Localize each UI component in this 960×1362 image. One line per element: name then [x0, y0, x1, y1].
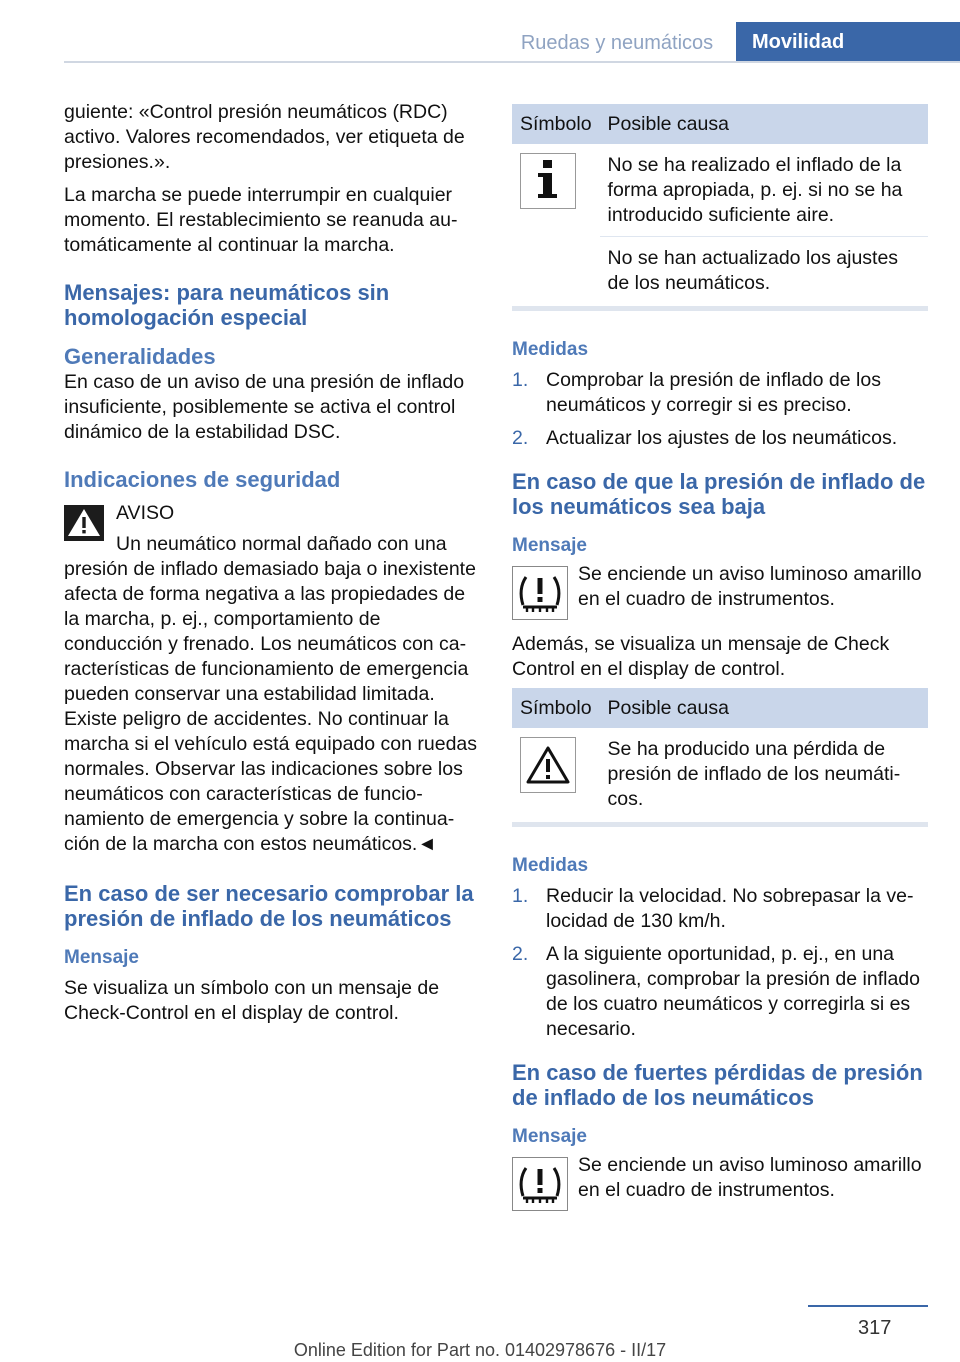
paragraph-interrupt: La marcha se puede interrumpir en cualquier momento. El restablecimiento se reanuda automáticamente al continuar la marcha.	[64, 184, 458, 256]
warning-text: presión de inflado demasiado baja o inexistente afecta de forma negativa a las propiedades de la marcha, p. ej., comportamiento de conducción y frenado. Los neumáticos con características de funcionamiento de emergencia pueden conservar una estabilidad limitada. Existe peligro de accidentes. No continuar la marcha si el vehículo está equipado con ruedas normales. Observar las indicaciones sobre los neumáticos con características de funcionamiento de emergencia y sobre la continuación de la marcha con estos neumáticos.◄	[64, 558, 478, 855]
heading-fuertes-perdidas: En caso de fuertes pérdidas de presión de inflado de los neumáticos	[512, 1060, 923, 1110]
page-header	[0, 0, 960, 62]
table2-bottom-rule	[512, 822, 928, 827]
page-number: 317	[858, 1317, 892, 1339]
heading-mensaje-2: Mensaje	[512, 535, 587, 556]
warning-block	[64, 501, 482, 857]
warning-triangle-outline-icon	[520, 737, 576, 793]
paragraph-generalidades: En caso de un aviso de una presión de inflado insuficiente, posiblemente se activa el control dinámico de la estabilidad DSC.	[64, 371, 465, 443]
heading-presion-baja: En caso de que la presión de inflado de los neumáticos sea baja	[512, 469, 926, 519]
table-row	[512, 728, 928, 820]
medidas-list-1	[512, 368, 928, 451]
heading-comprobar-presion: En caso de ser necesario comprobar la presión de inflado de los neumáticos	[64, 881, 474, 931]
heading-mensajes-sin-homologacion: Mensajes: para neumáticos sin homologación especial	[64, 280, 390, 330]
list-item: 2. Actualizar los ajustes de los neumáticos.	[512, 427, 898, 449]
symbol-table-2	[512, 688, 928, 820]
table-row	[512, 144, 928, 237]
right-column	[512, 104, 928, 1209]
footer-edition: Online Edition for Part no. 01402978676 - II/17	[293, 1340, 667, 1360]
heading-generalidades: Generalidades	[64, 344, 216, 369]
heading-mensaje-left: Mensaje	[64, 947, 139, 968]
left-column	[64, 100, 482, 1034]
table1-header-symbol: Símbolo	[512, 104, 600, 144]
table1-cause-2: No se han actualizado los ajustes de los neumáticos.	[600, 237, 928, 305]
message-text-2: Se enciende un aviso luminoso amarillo en el cuadro de instrumentos.	[578, 563, 922, 610]
table1-header-cause: Posible causa	[600, 104, 928, 144]
table1-cause-1: No se ha realizado el inflado de la forma apropiada, p. ej. si no se ha introducido suficiente aire.	[607, 154, 903, 226]
message-tire-pressure-2	[512, 1153, 928, 1209]
header-rule	[64, 61, 960, 63]
table2-header-cause: Posible causa	[600, 688, 928, 728]
header-section-title: Ruedas y neumáticos	[520, 32, 714, 54]
heading-mensaje-3: Mensaje	[512, 1126, 587, 1147]
header-chapter-tab: Movilidad	[736, 22, 960, 62]
heading-indicaciones-seguridad: Indicaciones de seguridad	[64, 467, 341, 492]
tire-pressure-warning-icon	[512, 566, 568, 620]
warning-triangle-icon	[64, 505, 104, 541]
message-text-3: Se enciende un aviso luminoso amarillo en el cuadro de instrumentos.	[578, 1154, 922, 1201]
heading-medidas-2: Medidas	[512, 855, 589, 876]
info-icon	[520, 153, 576, 209]
list-item: 1. Comprobar la presión de inflado de los neumáticos y corregir si es preciso.	[512, 369, 881, 416]
heading-medidas-1: Medidas	[512, 339, 589, 360]
tire-pressure-warning-icon	[512, 1157, 568, 1211]
footer-rule	[808, 1305, 928, 1307]
paragraph-ademas: Además, se visualiza un mensaje de Check Control en el display de control.	[512, 633, 890, 680]
table2-cause-1: Se ha producido una pérdida de presión de inflado de los neumáticos.	[607, 738, 901, 810]
medidas-list-2	[512, 884, 928, 1042]
symbol-table-1	[512, 104, 928, 304]
paragraph-continuation: guiente: «Control presión neumáticos (RDC) activo. Valores recomendados, ver etiqueta de presiones.».	[64, 101, 465, 173]
list-item: 2. A la siguiente oportunidad, p. ej., en una gasolinera, comprobar la presión de inflado de los cuatro neumáticos y corregirla si es necesario.	[512, 943, 920, 1040]
table2-header-symbol: Símbolo	[512, 688, 600, 728]
table1-bottom-rule	[512, 306, 928, 311]
message-tire-pressure-1	[512, 562, 928, 618]
warning-first-line: Un neumático normal dañado con una	[116, 533, 447, 555]
paragraph-mensaje-left: Se visualiza un símbolo con un mensaje de Check-Control en el display de control.	[64, 977, 440, 1024]
list-item: 1. Reducir la velocidad. No sobrepasar la velocidad de 130 km/h.	[512, 885, 914, 932]
warning-title: AVISO	[116, 502, 175, 524]
